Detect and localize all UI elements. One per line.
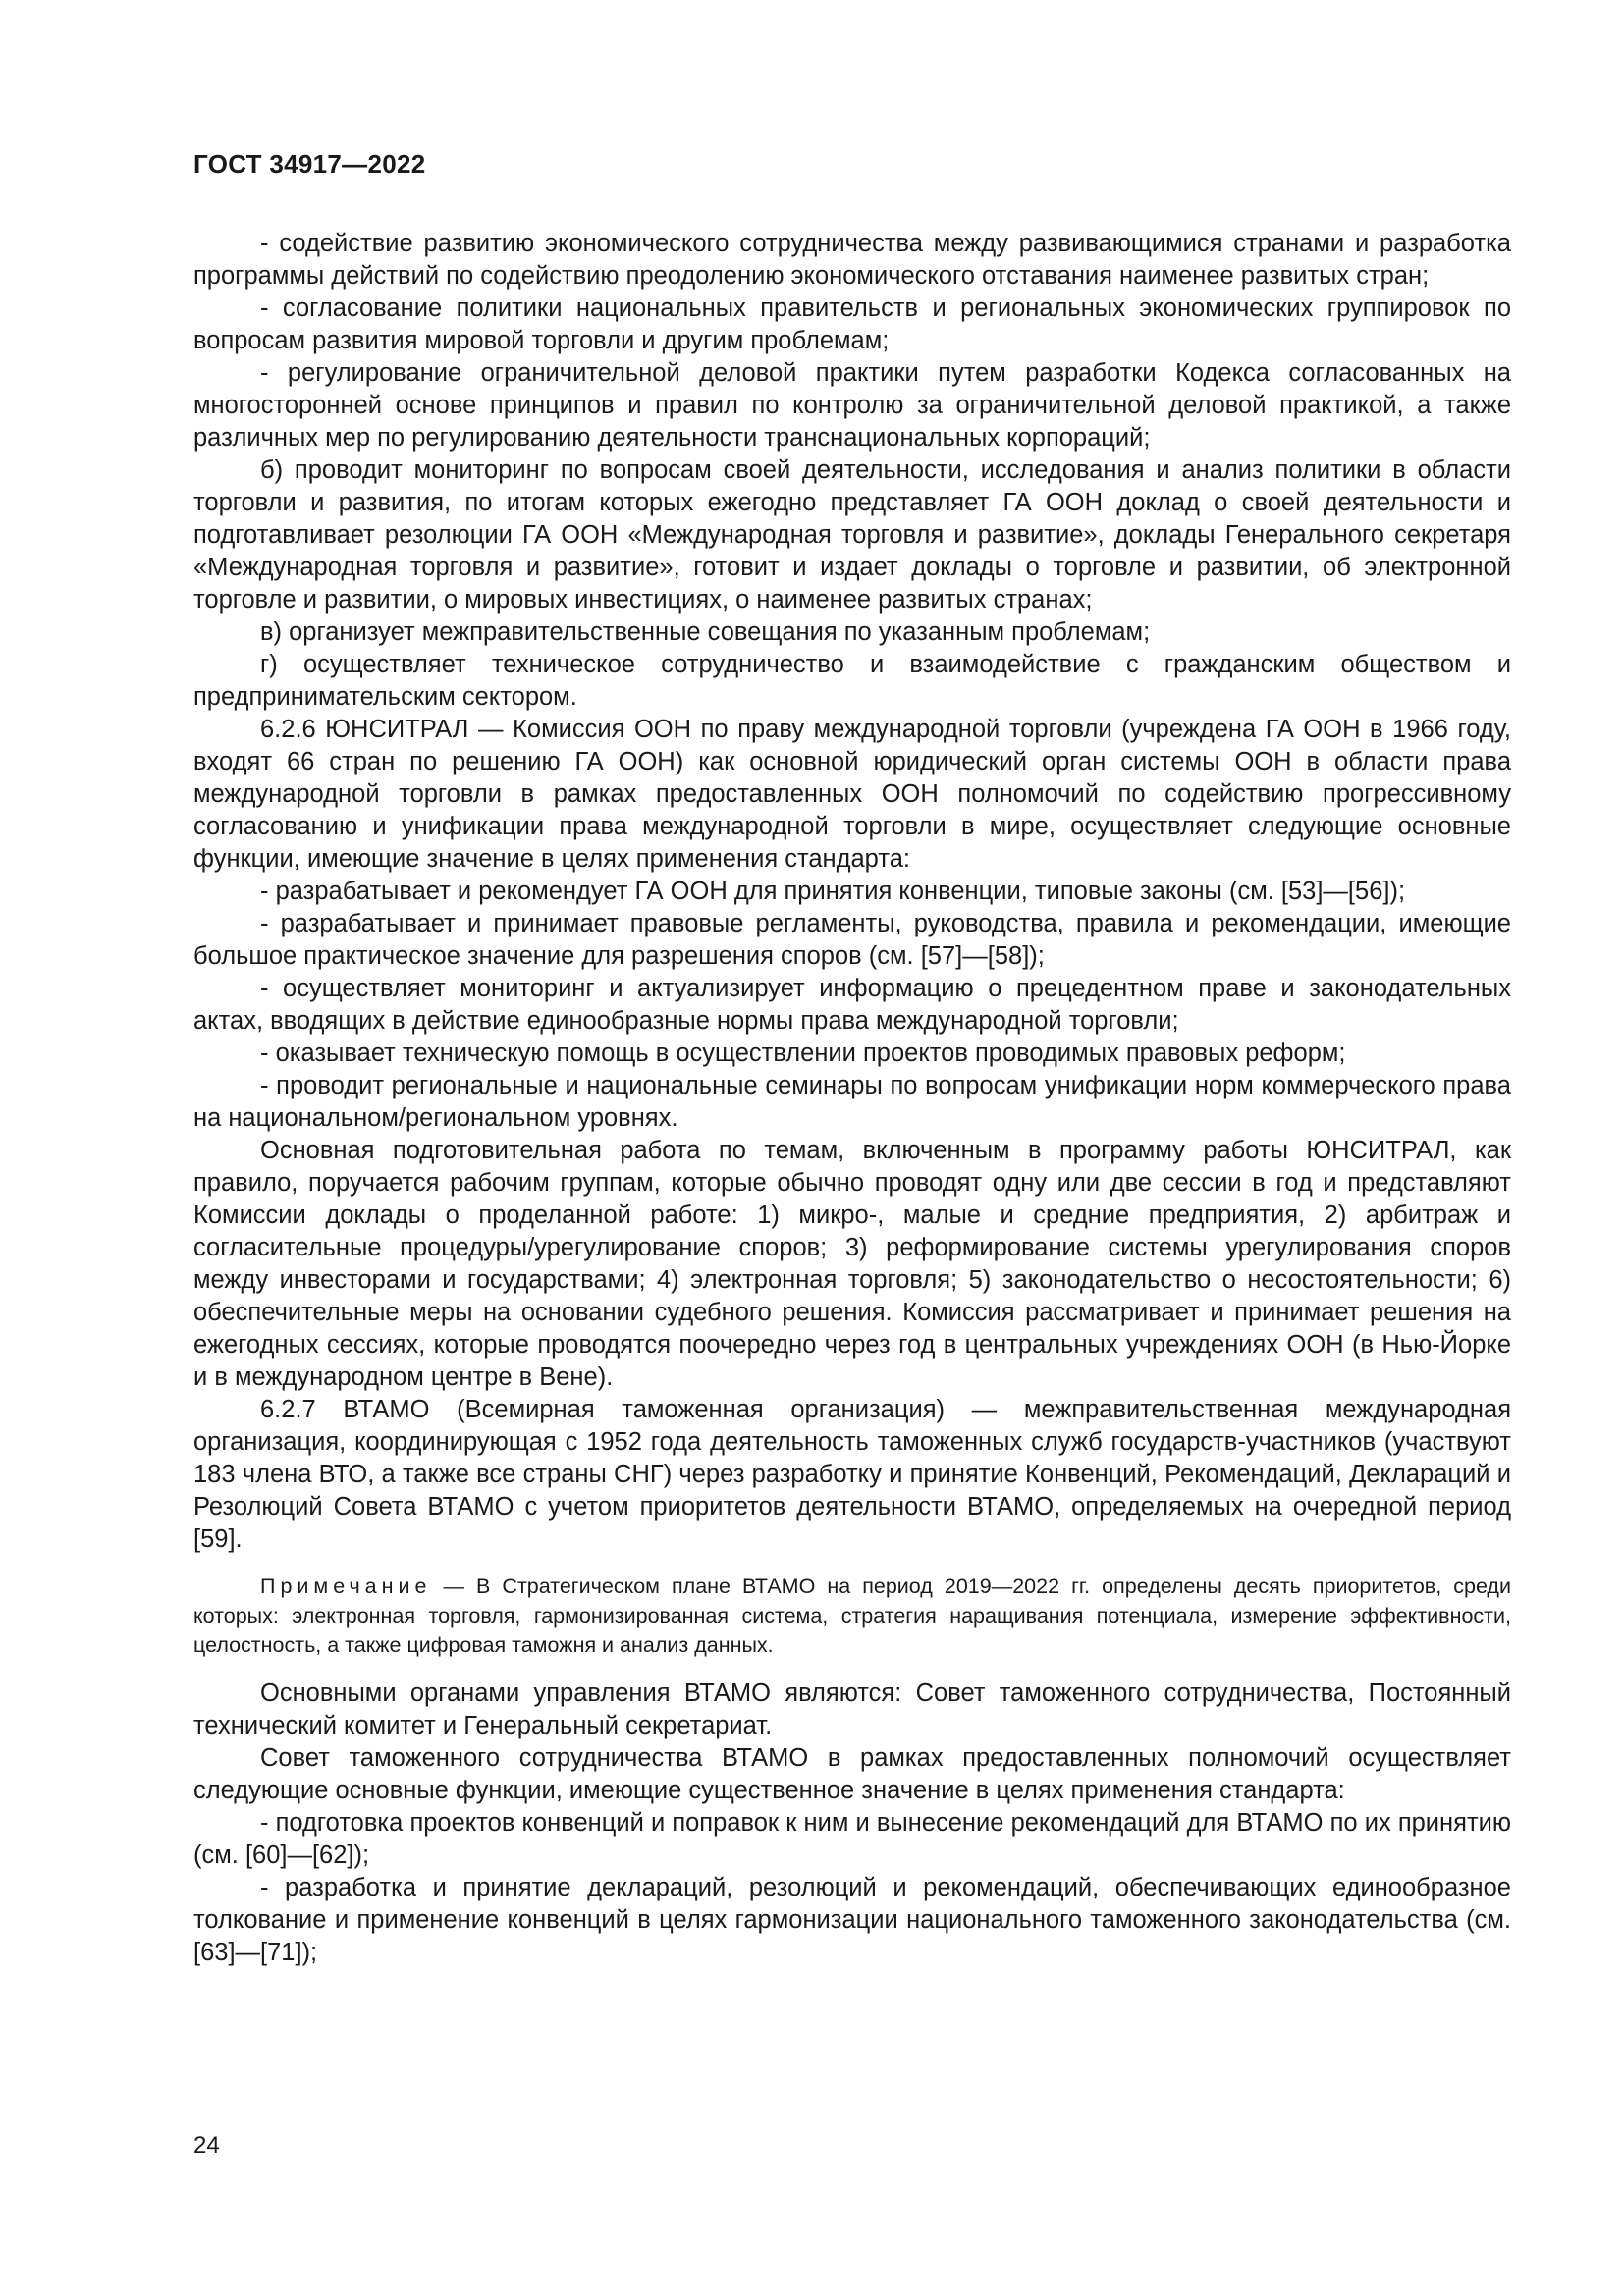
body-paragraph: - проводит региональные и национальные семинары по вопросам унификации норм коммерческого права на национальном/региональном уровнях. xyxy=(193,1072,1511,1132)
body-paragraph: Основными органами управления ВТАМО являются: Совет таможенного сотрудничества, Постоянный технический комитет и Генеральный секретариат. xyxy=(193,1680,1511,1739)
body-paragraph: - содействие развитию экономического сотрудничества между развивающимися странами и разработка программы действий по содействию преодолению экономического отставания наименее развитых стран; xyxy=(193,230,1511,290)
body-paragraph: - разрабатывает и рекомендует ГА ООН для принятия конвенции, типовые законы (см. [53]—[56]); xyxy=(260,878,1406,905)
body-paragraph: Совет таможенного сотрудничества ВТАМО в рамках предоставленных полномочий осуществляет следующие основные функции, имеющие существенное значение в целях применения стандарта: xyxy=(193,1744,1511,1804)
body-paragraph: в) организует межправительственные совещания по указанным проблемам; xyxy=(260,618,1151,646)
body-paragraph: - подготовка проектов конвенций и поправок к ним и вынесение рекомендаций для ВТАМО по их принятию (см. [60]—[62]); xyxy=(193,1809,1511,1869)
section-6-2-7-paragraph: 6.2.7 ВТАМО (Всемирная таможенная организация) — межправительственная международная организация, координирующая с 1952 года деятельность таможенных служб государств-участников (участвуют 183 члена ВТО, а также все страны СНГ) через разработку и принятие Конвенций, Рекомендаций, Деклараций и Резолюций Совета ВТАМО с учетом приоритетов деятельности ВТАМО, определяемых на очередной период [59]. xyxy=(193,1396,1511,1553)
page-number: 24 xyxy=(193,2132,220,2159)
body-paragraph: - разрабатывает и принимает правовые регламенты, руководства, правила и рекомендации, имеющие большое практическое значение для разрешения споров (см. [57]—[58]); xyxy=(193,910,1511,970)
document-body xyxy=(193,228,1511,1969)
body-paragraph: Основная подготовительная работа по темам, включенным в программу работы ЮНСИТРАЛ, как правило, поручается рабочим группам, которые обычно проводят одну или две сессии в год и представляют Комиссии доклады о проделанной работе: 1) микро-, малые и средние предприятия, 2) арбитраж и согласительные процедуры/урегулирование споров; 3) реформирование системы урегулирования споров между инвесторами и государствами; 4) электронная торговля; 5) законодательство о несостоятельности; 6) обеспечительные меры на основании судебного решения. Комиссия рассматривает и принимает решения на ежегодных сессиях, которые проводятся поочередно через год в центральных учреждениях ООН (в Нью-Йорке и в международном центре в Вене). xyxy=(193,1137,1511,1391)
body-paragraph: б) проводит мониторинг по вопросам своей деятельности, исследования и анализ политики в области торговли и развития, по итогам которых ежегодно представляет ГА ООН доклад о своей деятельности и подготавливает резолюции ГА ООН «Международная торговля и развитие», доклады Генерального секретаря «Международная торговля и развитие», готовит и издает доклады о торговле и развитии, об электронной торговле и развитии, о мировых инвестициях, о наименее развитых странах; xyxy=(193,456,1511,614)
note-label: Примечание xyxy=(260,1575,432,1598)
body-paragraph: г) осуществляет техническое сотрудничество и взаимодействие с гражданским обществом и предпринимательским сектором. xyxy=(193,651,1511,711)
body-paragraph: - регулирование ограничительной деловой практики путем разработки Кодекса согласованных на многосторонней основе принципов и правил по контролю за ограничительной деловой практикой, а также различных мер по регулированию деятельности транснациональных корпораций; xyxy=(193,359,1511,452)
body-paragraph: - разработка и принятие деклараций, резолюций и рекомендаций, обеспечивающих единообразное толкование и применение конвенций в целях гармонизации национального таможенного законодательства (см. [63]—[71]); xyxy=(193,1874,1511,1966)
body-paragraph: - согласование политики национальных правительств и региональных экономических группировок по вопросам развития мировой торговли и другим проблемам; xyxy=(193,294,1511,354)
note-text: — В Стратегическом плане ВТАМО на период 2019—2022 гг. определены десять приоритетов, среди которых: электронная торговля, гармонизированная система, стратегия наращивания потенциала, измерение эффективности, целостность, а также цифровая таможня и анализ данных. xyxy=(193,1575,1511,1657)
note-paragraph xyxy=(193,1572,1511,1660)
section-6-2-6-paragraph: 6.2.6 ЮНСИТРАЛ — Комиссия ООН по праву международной торговли (учреждена ГА ООН в 1966 году, входят 66 стран по решению ГА ООН) как основной юридический орган системы ООН в области права международной торговли в рамках предоставленных ООН полномочий по содействию прогрессивному согласованию и унификации права международной торговли в мире, осуществляет следующие основные функции, имеющие значение в целях применения стандарта: xyxy=(193,716,1511,873)
body-paragraph: - оказывает техническую помощь в осуществлении проектов проводимых правовых реформ; xyxy=(260,1040,1346,1067)
body-paragraph: - осуществляет мониторинг и актуализирует информацию о прецедентном праве и законодательных актах, вводящих в действие единообразные нормы права международной торговли; xyxy=(193,975,1511,1035)
document-code-header: ГОСТ 34917—2022 xyxy=(193,149,426,179)
